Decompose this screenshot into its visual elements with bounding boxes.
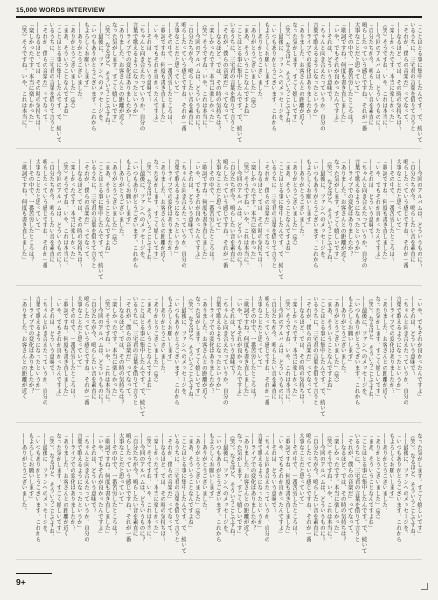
text-column: 「楽しかったです。本当に楽しかった」	[388, 22, 395, 126]
text-column: 「楽しかったです。本当に楽しかった」	[110, 296, 117, 400]
text-column: もよろしくお願いします」	[166, 296, 173, 365]
text-column: いるうちに、三宅君の言葉を借りて言うと	[48, 22, 55, 132]
text-tier-1	[16, 22, 422, 149]
text-column: もよろしくお願いします」	[388, 433, 395, 502]
page-number: 9+	[16, 577, 26, 587]
text-column: 言葉で歌えるようになったというか」	[311, 22, 318, 120]
text-column: 大事なことだと思っていて」	[76, 296, 83, 371]
text-column: ——なるほど。では、その時の気持ちは？	[117, 296, 124, 406]
text-column: ——その中で、一番苦労したところは？	[27, 159, 34, 263]
text-column: ——今回のアルバムは、どういうものに？	[416, 159, 422, 269]
text-column: 鳴らしたっていう感じですね。それが一番	[83, 296, 89, 406]
text-column: 「いつもありがとうございます。これから	[89, 22, 96, 132]
text-column: 「まあ、そういうことなんですよね」	[242, 22, 249, 120]
text-column: ——その中で、一番苦労したところは？	[110, 433, 117, 537]
text-column: なった気がします。すごく嬉しいです」	[291, 22, 298, 126]
text-column: なった気がします。すごく嬉しいです」	[235, 433, 242, 537]
text-column: 「いつもありがとうございます。これから	[34, 433, 41, 543]
text-column: なった気がします。すごく嬉しいです」	[194, 296, 200, 400]
text-column: （笑）そうですね。いや、これは本当に。	[325, 433, 332, 543]
text-column: ——ありがとうございました。	[20, 433, 27, 514]
text-column: 「ことはとる事に集中したんです。で、続いて	[96, 159, 103, 280]
text-column: （笑）。なるほど、そういうことですね。	[284, 22, 291, 129]
text-column: 「自分たちが今、鳴らしたい音を素直に	[48, 159, 55, 263]
text-column: ——ライブでの変化はありましたか？	[346, 159, 353, 257]
text-column: （笑）そうですね。いや、これは本当に。	[145, 433, 152, 543]
text-column: 「ありました。お客さんとの距離が近く	[117, 22, 124, 126]
text-column: 鳴らしたっていう感じですね。それが一番	[180, 22, 187, 132]
text-column: 言葉で歌えるようになったというか」	[76, 433, 83, 531]
text-column: ——今回のアルバムは、どういうものに？	[318, 433, 325, 543]
text-column: 「ちゃんと向き合えたっていうか。自分の	[263, 433, 270, 543]
text-column: 言葉で歌えるようになったというか」	[353, 159, 360, 257]
text-column: 「ちゃんと向き合えたっていうか。自分の	[83, 433, 89, 543]
text-column: ——ライブでの変化はありましたか？	[207, 296, 214, 394]
text-column: 「楽しかったです。本当に楽しかった」	[332, 433, 339, 537]
text-column: 「いつもありがとうございます。これから	[311, 159, 318, 269]
text-column: 大事なことだと思っていて」	[353, 22, 360, 97]
text-column: 「楽しかったです。本当に楽しかった」	[291, 296, 298, 400]
text-column: 「ことはとる事に集中したんです。で、続いて	[55, 22, 62, 143]
text-column: 「楽しかったです。本当に楽しかった」	[69, 159, 76, 263]
text-column: ——その中で、一番苦労したところは？	[291, 433, 298, 537]
header-rule	[16, 16, 422, 18]
text-column: ——ライブでの変化はありましたか？	[27, 296, 34, 394]
text-column: 「ありました。お客さんとの距離が近く	[62, 433, 69, 537]
text-column: 「ありました。お客さんとの距離が近く	[381, 296, 388, 400]
text-column: 「いつもありがとうございます。これから	[131, 159, 138, 269]
text-column: 「それが、僕らの音楽だ」ってなって。	[41, 22, 48, 126]
text-column: もよろしくお願いします」	[83, 22, 89, 91]
text-column: 「ちゃんと向き合えたっていうか。自分の	[138, 22, 145, 132]
text-column: ——その中で、一番苦労したところは？	[249, 296, 256, 400]
text-column: ——なるほど。では、その時の気持ちは？	[339, 433, 346, 543]
text-column: 「いつもありがとうございます。これから	[173, 296, 180, 406]
text-column: ——それは、どういう意味で？	[48, 296, 55, 377]
text-column: 鳴らしたっていう感じですね。それが一番	[305, 433, 311, 543]
text-column: いるうちに、三宅君の言葉を借りて言うと	[228, 22, 235, 132]
text-column: 「それが、僕らの音楽だ」ってなって。	[83, 159, 89, 263]
text-column: 「歌詞ですね。何度も書き直しました」	[200, 159, 207, 263]
text-column: 「それが、僕らの音楽だ」ってなって。	[402, 22, 409, 126]
text-column: 「ありました。お客さんとの距離が近く	[200, 296, 207, 400]
text-column: （笑）。なるほど、そういうことですね。	[409, 433, 416, 540]
text-column: いるうちに、三宅君の言葉を借りて言うと	[131, 296, 138, 406]
text-column: 大事なことだと思っていて」	[298, 433, 305, 508]
text-column: ——その中で、一番苦労したところは？	[346, 22, 353, 126]
text-column: ——ありがとうございました。	[298, 159, 305, 240]
text-column: 「ちゃんと向き合えたっていうか。自分の	[180, 159, 187, 269]
text-column: （笑）そうですね。いや、これは本当に。	[381, 22, 388, 132]
text-column: 「ありがとうございました」（笑）	[69, 22, 76, 112]
text-column: 「ありがとうございました」（笑）	[110, 159, 117, 249]
text-column: もよろしくお願いします」	[207, 433, 214, 502]
text-column: 「歌詞ですね。何度も書き直しました」	[284, 433, 291, 537]
text-column: （笑）そうですね。いや、これは本当に。	[200, 22, 207, 132]
text-column: もよろしくお願いします」	[346, 296, 353, 365]
text-column: ——今回のアルバムは、どういうものに？	[194, 22, 200, 132]
text-column: 「ありました。お客さんとの距離が近く	[339, 159, 346, 263]
text-tier-2	[16, 159, 422, 286]
text-column: 「自分たちが今、鳴らしたい音を素直に	[311, 433, 318, 537]
text-column: 「自分たちが今、鳴らしたい音を素直に	[270, 296, 277, 400]
text-column: 「ありがとうございました」（笑）	[374, 433, 381, 523]
text-column: いるうちに、三宅君の言葉を借りて言うと	[89, 159, 96, 269]
text-column: ——最後に、ファンへのメッセージを。	[277, 22, 284, 126]
text-column: 「いや、でもそれが良かったんですよ」	[55, 296, 62, 400]
text-column: ——ライブでの変化はありましたか？	[305, 22, 311, 120]
text-column: 「自分たちが今、鳴らしたい音を素直に	[367, 22, 374, 126]
text-column: ——それは、どういう意味で？	[325, 22, 332, 103]
text-column: ——最後に、ファンへのメッセージを。	[318, 159, 325, 263]
text-column: いるうちに、三宅君の言葉を借りて言うと	[173, 433, 180, 543]
text-column: 「いつもありがとうございます。これから	[395, 433, 402, 543]
text-column: ——なるほど。では、その時の気持ちは？	[214, 22, 221, 132]
text-column: 大事なことだと思っていて」	[395, 159, 402, 234]
text-column: 大事なことだと思っていて」	[34, 159, 41, 234]
text-column: ——最後に、ファンへのメッセージを。	[360, 296, 367, 400]
text-column: ——なるほど。では、その時の気持ちは？	[34, 22, 41, 132]
text-column: なった気がします。すごく嬉しいです」	[152, 159, 159, 263]
text-column: ——最後に、ファンへのメッセージを。	[180, 296, 187, 400]
text-column: 大事なことだと思っていて」	[117, 433, 124, 508]
text-column: 「ことはとる事に集中したんです。で、続いて	[416, 22, 422, 143]
text-column: ——なるほど。では、その時の気持ちは？	[395, 22, 402, 132]
text-column: 「ありがとうございました」（笑）	[332, 296, 339, 386]
text-column: 「それが、僕らの音楽だ」ってなって。	[263, 159, 270, 263]
text-column: 「ことはとる事に集中したんです。で、続いて	[180, 433, 187, 554]
text-column: 「ありました。お客さんとの距離が近く	[159, 159, 166, 263]
text-column: （笑）。なるほど、そういうことですね。	[325, 159, 332, 266]
text-column: 「楽しかったです。本当に楽しかった」	[249, 159, 256, 263]
text-column: 「ありがとうございました」（笑）	[249, 22, 256, 112]
text-column: （笑）そうですね。いや、これは本当に。	[20, 22, 27, 132]
text-column: 「ありました。お客さんとの距離が近く	[298, 22, 305, 126]
text-column: ——今回のアルバムは、どういうものに？	[138, 433, 145, 543]
text-column: ——その中で、一番苦労したところは？	[207, 159, 214, 263]
text-column: ——それは、どういう意味で？	[89, 433, 96, 514]
text-column: 「楽しかったです。本当に楽しかった」	[207, 22, 214, 126]
text-column: ——ありがとうございました。	[381, 433, 388, 514]
text-column: 大事なことだと思っていて」	[214, 159, 221, 234]
text-column: ——ライブでの変化はありましたか？	[124, 22, 131, 120]
text-column: （笑）そうですね。いや、これは本当に。	[242, 159, 249, 269]
text-column: 「ことはとる事に集中したんです。で、続いて	[318, 296, 325, 417]
text-column: ——最後に、ファンへのメッセージを。	[402, 433, 409, 537]
text-column: ——最後に、ファンへのメッセージを。	[41, 433, 48, 537]
text-column: ——最後に、ファンへのメッセージを。	[96, 22, 103, 126]
text-column: ——ありがとうございました。	[117, 159, 124, 240]
text-column: もよろしくお願いします」	[263, 22, 270, 91]
text-column: 「まあ、そういうことなんですよね」	[187, 433, 194, 531]
text-column: なった気がします。すごく嬉しいです」	[374, 296, 381, 400]
text-column: ——ライブでの変化はありましたか？	[69, 433, 76, 531]
text-column: ——ありがとうございました。	[256, 22, 263, 103]
text-column: 言葉で歌えるようになったというか」	[34, 296, 41, 394]
text-column: 「ありがとうございました」（笑）	[152, 296, 159, 386]
text-column: 「ことはとる事に集中したんです。で、続いて	[360, 433, 367, 554]
text-column: （笑）そうですね。いや、これは本当に。	[103, 296, 110, 406]
text-column: ——なるほど。では、その時の気持ちは？	[76, 159, 83, 269]
text-column: 「歌詞ですね。何度も書き直しました」	[103, 433, 110, 537]
text-column: ——それは、どういう意味で？	[367, 159, 374, 240]
text-column: 「楽しかったです。本当に楽しかった」	[27, 22, 34, 126]
text-column: ——ライブでの変化はありましたか？	[166, 159, 173, 257]
text-column: ——それは、どういう意味で？	[145, 22, 152, 103]
text-column: 鳴らしたっていう感じですね。それが一番	[360, 22, 367, 132]
text-column: 「いや、でもそれが良かったんですよ」	[152, 22, 159, 126]
text-column: 「ことはとる事に集中したんです。で、続いて	[235, 22, 242, 143]
text-column: ——ありがとうございました。	[200, 433, 207, 514]
text-column: 鳴らしたっていう感じですね。それが一番	[263, 296, 270, 406]
text-column: 鳴らしたっていう感じですね。それが一番	[124, 433, 131, 543]
text-column: ——それは、どういう意味で？	[270, 433, 277, 514]
text-column: ——ありがとうございました。	[159, 296, 166, 377]
text-column: 大事なことだと思っていて」	[173, 22, 180, 97]
text-column: なった気がします。すごく嬉しいです」	[110, 22, 117, 126]
text-column: なった気がします。すごく嬉しいです」	[332, 159, 339, 263]
text-column: ——最後に、ファンへのメッセージを。	[221, 433, 228, 537]
text-column: 「ありました。お客さんとの距離が近く	[242, 433, 249, 537]
text-column: 「自分たちが今、鳴らしたい音を素直に	[131, 433, 138, 537]
text-column: 「いつもありがとうございます。これから	[353, 296, 360, 406]
text-column: 「ありがとうございました」（笑）	[194, 433, 200, 523]
text-column: 「いつもありがとうございます。これから	[270, 22, 277, 132]
text-column: 大事なことだと思っていて」	[256, 296, 263, 371]
page-header: 15,000 WORDS INTERVIEW	[16, 7, 105, 14]
text-column: 言葉で歌えるようになったというか」	[214, 296, 221, 394]
text-column: ——なるほど。では、その時の気持ちは？	[256, 159, 263, 269]
text-column: 「自分たちが今、鳴らしたい音を素直に	[187, 22, 194, 126]
text-column: 「いや、でもそれが良かったんですよ」	[194, 159, 200, 263]
text-column: いるうちに、三宅君の言葉を借りて言うと	[270, 159, 277, 269]
text-column: ——ありがとうございました。	[339, 296, 346, 377]
text-column: 「それが、僕らの音楽だ」ってなって。	[166, 433, 173, 537]
text-column: ——今回のアルバムは、どういうものに？	[277, 296, 284, 406]
text-column: 言葉で歌えるようになったというか」	[395, 296, 402, 394]
text-column: 言葉で歌えるようになったというか」	[131, 22, 138, 120]
text-column: ——最後に、ファンへのメッセージを。	[138, 159, 145, 263]
text-column: 「自分たちが今、鳴らしたい音を素直に	[409, 159, 416, 263]
text-column: 「ちゃんと向き合えたっていうか。自分の	[318, 22, 325, 132]
text-column: （笑）。なるほど、そういうことですね。	[187, 296, 194, 403]
text-column: 「ことはとる事に集中したんです。で、続いて	[277, 159, 284, 280]
text-column: いるうちに、三宅君の言葉を借りて言うと	[409, 22, 416, 132]
text-column: （笑）そうですね。いや、これは本当に。	[62, 159, 69, 269]
text-column: 「いや、でもそれが良かったんですよ」	[416, 296, 422, 400]
text-column: （笑）。なるほど、そういうことですね。	[48, 433, 55, 540]
text-column: 「楽しかったです。本当に楽しかった」	[152, 433, 159, 537]
text-column: 「ちゃんと向き合えたっていうか。自分の	[221, 296, 228, 406]
text-column: 鳴らしたっていう感じですね。それが一番	[221, 159, 228, 269]
text-column: ——今回のアルバムは、どういうものに？	[96, 296, 103, 406]
text-column: 「歌詞ですね。何度も書き直しました」	[62, 296, 69, 400]
text-column: 「ありがとうございました」（笑）	[291, 159, 298, 249]
footer-rule	[16, 573, 52, 574]
text-column: 「歌詞ですね。何度も書き直しました」	[159, 22, 166, 126]
text-column: 「いや、でもそれが良かったんですよ」	[374, 159, 381, 263]
text-column: ——今回のアルバムは、どういうものに？	[235, 159, 242, 269]
text-column: ——今回のアルバムは、どういうものに？	[55, 159, 62, 269]
text-column: 「いつもありがとうございます。これから	[214, 433, 221, 543]
text-column: 「歌詞ですね。何度も書き直しました」	[381, 159, 388, 263]
text-column: 「いや、でもそれが良かったんですよ」	[332, 22, 339, 126]
text-column: 「まあ、そういうことなんですよね」	[325, 296, 332, 394]
text-column: 「それが、僕らの音楽だ」ってなって。	[124, 296, 131, 400]
text-column: 「ちゃんと向き合えたっていうか。自分の	[402, 296, 409, 406]
text-column: 「ありました。お客さんとの距離が近く	[20, 296, 27, 400]
text-column: 言葉で歌えるようになったというか」	[173, 159, 180, 257]
text-column: ——それは、どういう意味で？	[228, 296, 235, 377]
text-tier-3	[16, 296, 422, 423]
text-column: 「ちゃんと向き合えたっていうか。自分の	[360, 159, 367, 269]
text-tier-4	[16, 433, 422, 560]
text-column: 「自分たちが今、鳴らしたい音を素直に	[89, 296, 96, 400]
text-column: いるうちに、三宅君の言葉を借りて言うと	[311, 296, 318, 406]
text-column: 「まあ、そういうことなんですよね」	[145, 296, 152, 394]
text-column: 鳴らしたっていう感じですね。それが一番	[402, 159, 409, 269]
text-column: もよろしくお願いします」	[27, 433, 34, 502]
text-column: ——ライブでの変化はありましたか？	[388, 296, 395, 394]
text-column: ——なるほど。では、その時の気持ちは？	[298, 296, 305, 406]
text-column: 「ことはとる事に集中したんです。で、続いて	[138, 296, 145, 417]
text-column: もよろしくお願いします」	[124, 159, 131, 228]
text-column: 「まあ、そういうことなんですよね」	[367, 433, 374, 531]
text-column: 「それが、僕らの音楽だ」ってなって。	[305, 296, 311, 400]
text-column: 「まあ、そういうことなんですよね」	[284, 159, 291, 257]
text-column: （笑）そうですね。いや、これは本当に。	[284, 296, 291, 406]
text-column: ——それは、どういう意味で？	[187, 159, 194, 240]
text-column: 「歌詞ですね。何度も書き直しました」	[339, 22, 346, 126]
text-column: なった気がします。すごく嬉しいです」	[416, 433, 422, 537]
article-body	[16, 22, 422, 570]
text-column: 「それが、僕らの音楽だ」ってなって。	[221, 22, 228, 126]
text-column: ——ありがとうございました。	[76, 22, 83, 103]
text-column: ——その中で、一番苦労したところは？	[166, 22, 173, 126]
text-column: 「いや、でもそれが良かったんですよ」	[277, 433, 284, 537]
text-column: なった気がします。すごく嬉しいです」	[55, 433, 62, 537]
text-column: 「ちゃんと向き合えたっていうか。自分の	[41, 296, 48, 406]
text-column: 「まあ、そういうことなんですよね」	[103, 159, 110, 257]
text-column: いるうちに、三宅君の言葉を借りて言うと	[353, 433, 360, 543]
crop-mark	[421, 583, 428, 590]
text-column: 「歌詞ですね。何度も書き直しました」	[242, 296, 249, 400]
text-column: 「自分たちが今、鳴らしたい音を素直に	[228, 159, 235, 263]
text-column: 鳴らしたっていう感じですね。それが一番	[41, 159, 48, 269]
text-column: ——なるほど。では、その時の気持ちは？	[159, 433, 166, 543]
text-column: （笑）。なるほど、そういうことですね。	[103, 22, 110, 129]
text-column: 「いや、でもそれが良かったんですよ」	[235, 296, 242, 400]
text-column: ——今回のアルバムは、どういうものに？	[374, 22, 381, 132]
text-column: ——その中で、一番苦労したところは？	[388, 159, 395, 263]
text-column: 言葉で歌えるようになったというか」	[256, 433, 263, 531]
text-column: 「歌詞ですね。何度も書き直しました」	[20, 159, 27, 263]
text-column: 「いや、でもそれが良かったんですよ」	[96, 433, 103, 537]
text-column: ——ライブでの変化はありましたか？	[249, 433, 256, 531]
text-column: 「それが、僕らの音楽だ」ってなって。	[346, 433, 353, 537]
text-column: ——その中で、一番苦労したところは？	[69, 296, 76, 400]
text-column: もよろしくお願いします」	[305, 159, 311, 228]
text-column: ——それは、どういう意味で？	[409, 296, 416, 377]
text-column: （笑）。なるほど、そういうことですね。	[145, 159, 152, 266]
text-column: （笑）。なるほど、そういうことですね。	[228, 433, 235, 540]
text-column: （笑）。なるほど、そういうことですね。	[367, 296, 374, 403]
text-column: 「まあ、そういうことなんですよね」	[62, 22, 69, 120]
